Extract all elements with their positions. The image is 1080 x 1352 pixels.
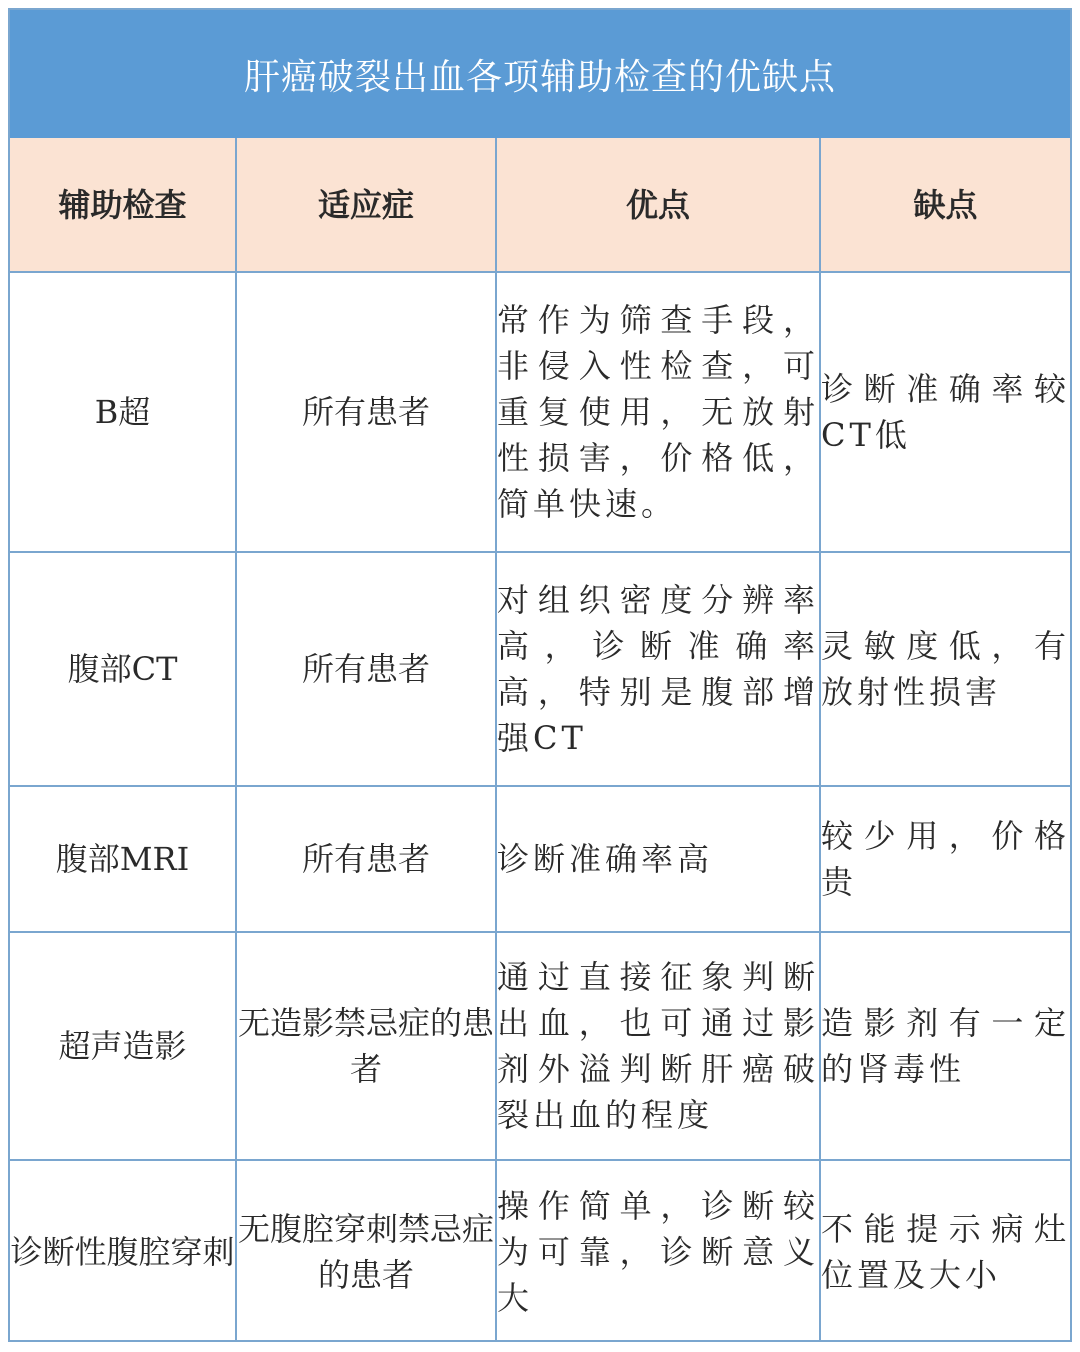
comparison-table (10, 138, 1070, 1342)
pros-cell: 对组织密度分辨率高，诊断准确率高，特别是腹部增强CT (496, 552, 820, 786)
cons-cell: 较少用，价格贵 (820, 786, 1070, 932)
column-header-indication: 适应症 (236, 138, 496, 272)
column-header-pros: 优点 (496, 138, 820, 272)
indication-cell: 无造影禁忌症的患者 (236, 932, 496, 1160)
exam-cell: B超 (10, 272, 236, 552)
indication-cell: 所有患者 (236, 272, 496, 552)
cons-cell: 造影剂有一定的肾毒性 (820, 932, 1070, 1160)
indication-cell: 所有患者 (236, 552, 496, 786)
column-header-exam: 辅助检查 (10, 138, 236, 272)
table-row (10, 1160, 1070, 1342)
exam-cell: 超声造影 (10, 932, 236, 1160)
column-header-cons: 缺点 (820, 138, 1070, 272)
pros-cell: 诊断准确率高 (496, 786, 820, 932)
table-row (10, 272, 1070, 552)
exam-cell: 腹部MRI (10, 786, 236, 932)
table-header-row (10, 138, 1070, 272)
pros-cell: 常作为筛查手段，非侵入性检查，可重复使用，无放射性损害，价格低，简单快速。 (496, 272, 820, 552)
indication-cell: 无腹腔穿刺禁忌症的患者 (236, 1160, 496, 1342)
pros-cell: 操作简单，诊断较为可靠，诊断意义大 (496, 1160, 820, 1342)
exam-cell: 腹部CT (10, 552, 236, 786)
page-title: 肝癌破裂出血各项辅助检查的优缺点 (243, 56, 836, 98)
cons-cell: 诊断准确率较CT低 (820, 272, 1070, 552)
table-row (10, 932, 1070, 1160)
table-row (10, 786, 1070, 932)
exam-cell: 诊断性腹腔穿刺 (10, 1160, 236, 1342)
cons-cell: 灵敏度低，有放射性损害 (820, 552, 1070, 786)
title-bar (10, 10, 1070, 138)
indication-cell: 所有患者 (236, 786, 496, 932)
table-row (10, 552, 1070, 786)
cons-cell: 不能提示病灶位置及大小 (820, 1160, 1070, 1342)
pros-cell: 通过直接征象判断出血，也可通过影剂外溢判断肝癌破裂出血的程度 (496, 932, 820, 1160)
table-frame (8, 8, 1072, 1342)
